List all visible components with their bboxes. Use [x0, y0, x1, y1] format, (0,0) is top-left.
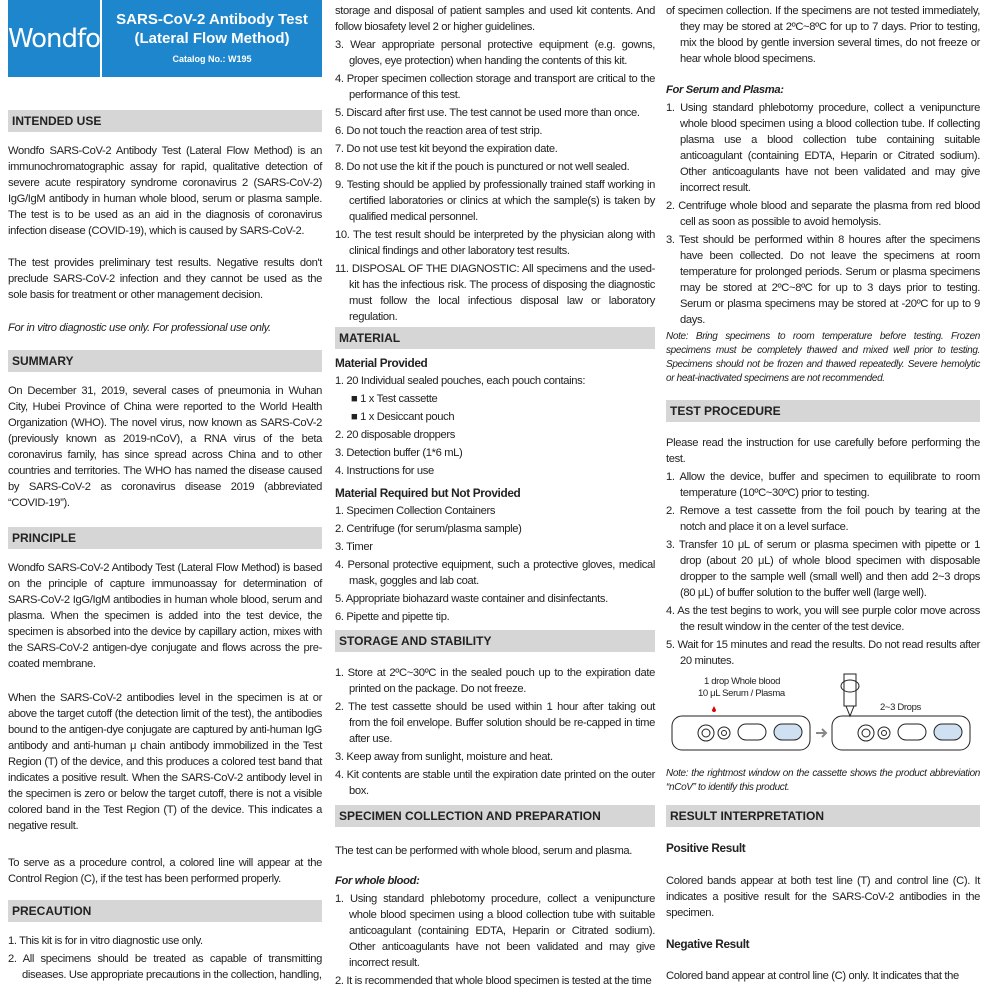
- subheading: Material Required but Not Provided: [335, 486, 521, 500]
- list-item: 1. 20 Individual sealed pouches, each pouch contains:: [335, 375, 586, 387]
- list-item: 1. Specimen Collection Containers: [335, 505, 496, 517]
- list-item: 3. Timer: [335, 541, 373, 553]
- paragraph: The test can be performed with whole blood, serum and plasma.: [335, 845, 633, 857]
- list-item: 5. Wait for 15 minutes and read the results. Do not read results after 20 minutes.: [666, 639, 980, 667]
- list-item: 5. Discard after first use. The test cannot be used more than once.: [335, 107, 640, 119]
- paragraph: Wondfo SARS-CoV-2 Antibody Test (Lateral Flow Method) is based on the principle of capture immunoassay for determination of SARS-CoV-2 IgG/IgM antibodies in human whole blood, serum and plasma. When the specimen is added into the test device, the specimen is absorbed into the device by capillary action, mixes with the SARS-CoV-2 antigen-dye conjugate and flows across the pre-coated membrane.: [8, 562, 322, 670]
- bullet-item: ■ 1 x Desiccant pouch: [351, 411, 455, 423]
- paragraph: On December 31, 2019, several cases of pneumonia in Wuhan City, Hubei Province of China were reported to the World Health Organization (WHO). The novel virus, now known as SARS-CoV-2 (previously known as 2019-nCoV), a RNA virus of the beta coronavirus family, has since spread across China and to other countries and territories. The WHO has named the disease caused by SARS-CoV-2 as coronavirus disease 2019 (abbreviated “COVID-19”).: [8, 385, 322, 509]
- paragraph: Colored band appear at control line (C) only. It indicates that the: [666, 970, 959, 982]
- section-header: TEST PROCEDURE: [666, 400, 980, 422]
- section-header: SPECIMEN COLLECTION AND PREPARATION: [335, 805, 655, 827]
- list-item: 8. Do not use the kit if the pouch is punctured or not well sealed.: [335, 161, 630, 173]
- paragraph: The test provides preliminary test results. Negative results don't preclude SARS-CoV-2 infection and they cannot be used as the sole basis for treatment or other management decision.: [8, 257, 322, 301]
- paragraph: Please read the instruction for use carefully before performing the test.: [666, 437, 980, 465]
- section-header: PRECAUTION: [8, 900, 322, 922]
- note: Note: the rightmost window on the cassette shows the product abbreviation “nCoV” to identify this product.: [666, 768, 980, 793]
- cassette-1-icon: [672, 716, 810, 750]
- list-item: 2. Centrifuge (for serum/plasma sample): [335, 523, 522, 535]
- section-header: INTENDED USE: [8, 110, 322, 132]
- blood-drop-icon: [712, 706, 716, 712]
- list-item: 3. Wear appropriate personal protective equipment (e.g. gowns, gloves, eye protection) when handing the contents of this kit.: [335, 39, 655, 67]
- list-item: 3. Keep away from sunlight, moisture and heat.: [335, 751, 553, 763]
- subheading: For whole blood:: [335, 875, 420, 887]
- list-item: 2. 20 disposable droppers: [335, 429, 455, 441]
- section-header: MATERIAL: [335, 327, 655, 349]
- paragraph: storage and disposal of patient samples and used kit contents. And follow biosafety level 2 or higher guidelines.: [335, 5, 655, 33]
- subheading: Material Provided: [335, 356, 428, 370]
- list-item: 2. It is recommended that whole blood specimen is tested at the time: [335, 975, 652, 987]
- list-item: 2. Centrifuge whole blood and separate the plasma from red blood cell as soon as possible to avoid hemolysis.: [666, 200, 980, 228]
- section-header: PRINCIPLE: [8, 527, 322, 549]
- list-item: 2. Remove a test cassette from the foil pouch by tearing at the notch and place it on a level surface.: [666, 505, 980, 533]
- list-item: 3. Transfer 10 μL of serum or plasma specimen with pipette or 1 drop (about 20 μL) of whole blood specimen with disposable dropper to the sample well (small well) and then add 2~3 drops (80 μL) of buffer solution to the buffer well (large well).: [666, 539, 980, 599]
- section-header: RESULT INTERPRETATION: [666, 805, 980, 827]
- diagram-label-drops: 2~3 Drops: [880, 702, 921, 713]
- subheading: Positive Result: [666, 841, 746, 855]
- list-item: 1. Using standard phlebotomy procedure, collect a venipuncture whole blood specimen using a blood collection tube. If collecting plasma use a blood collection tube containing suitable anticoagulant (containing EDTA, Heparin or Citrated sodium). Other anticoagulants have not been validated and may give incorrect result.: [666, 102, 980, 194]
- doc-title: SARS-CoV-2 Antibody Test: [116, 11, 308, 28]
- catalog-number: Catalog No.: W195: [172, 54, 252, 64]
- diagram-label-whole-blood: 1 drop Whole blood: [704, 676, 781, 687]
- test-procedure-diagram: [666, 672, 980, 760]
- wondfo-logo: Wondfo: [8, 0, 100, 77]
- list-item: 1. This kit is for in vitro diagnostic use only.: [8, 935, 203, 947]
- paragraph: When the SARS-CoV-2 antibodies level in the specimen is at or above the target cutoff (the detection limit of the test), the antibodies bound to the antigen-dye conjugate are captured by anti-human IgG antibody and anti-human μ chain antibody immobilized in the Test Region (T) of the device, and this produces a colored test band that indicates a positive result. When the SARS-CoV-2 antibody level in the specimen is zero or below the target cutoff, there is not a visible colored band in the Test Region (T) of the device. This indicates a negative result.: [8, 692, 322, 832]
- procedure-illustration: [666, 672, 980, 765]
- list-item: of specimen collection. If the specimens are not tested immediately, they may be stored at 2ºC~8ºC for up to 7 days. Prior to testing, mix the blood by gentle inversion several times, do not freeze or hear whole blood specimens.: [666, 5, 980, 65]
- list-item: 1. Store at 2ºC~30ºC in the sealed pouch up to the expiration date printed on the package. Do not freeze.: [335, 667, 655, 695]
- section-header: SUMMARY: [8, 350, 322, 372]
- section-header: STORAGE AND STABILITY: [335, 630, 655, 652]
- cassette-2-icon: [832, 716, 970, 750]
- paragraph: Wondfo SARS-CoV-2 Antibody Test (Lateral Flow Method) is an immunochromatographic assay for rapid, qualitative detection of severe acute respiratory syndrome coronavirus 2 (SARS-CoV-2) IgG/IgM antibody in human whole blood, serum or plasma sample. The test is to be used as an aid in the diagnosis of coronavirus infection disease (COVID-19), which is caused by SARS-CoV-2.: [8, 145, 322, 237]
- list-item: 9. Testing should be applied by professionally trained staff working in certified laboratories or clinics at which the sample(s) is taken by qualified medical personnel.: [335, 179, 655, 223]
- dropper-icon: [841, 674, 859, 716]
- subheading: For Serum and Plasma:: [666, 84, 784, 96]
- column-3: [666, 0, 980, 1000]
- paragraph: Colored bands appear at both test line (T) and control line (C). It indicates a positive result for the SARS-CoV-2 antibodies in the specimen.: [666, 875, 980, 919]
- column-2: [335, 0, 655, 1000]
- list-item: 2. The test cassette should be used within 1 hour after taking out from the foil envelope. Buffer solution should be re-capped in time after use.: [335, 701, 655, 745]
- list-item: 4. As the test begins to work, you will see purple color move across the result window in the center of the test device.: [666, 605, 980, 633]
- subheading: Negative Result: [666, 937, 750, 951]
- arrow-right-icon: [816, 729, 826, 737]
- list-item: 10. The test result should be interpreted by the physician along with clinical findings and other laboratory test results.: [335, 229, 655, 257]
- list-item: 1. Using standard phlebotomy procedure, collect a venipuncture whole blood specimen using a blood collection tube with suitable anticoagulant (containing EDTA, Heparin or Citrated sodium). Other anticoagulants have not been validated and may give incorrect result.: [335, 893, 655, 969]
- list-item: 1. Allow the device, buffer and specimen to equilibrate to room temperature (10ºC~30ºC) prior to testing.: [666, 471, 980, 499]
- diagram-label-serum: 10 μL Serum / Plasma: [698, 688, 785, 699]
- list-item: 2. All specimens should be treated as capable of transmitting diseases. Use appropriate precautions in the collection, handling,: [8, 953, 322, 981]
- list-item: 3. Test should be performed within 8 houres after the specimens have been collected. Do not leave the specimens at room temperature for prolonged periods. Serum or plasma specimens may be stored at 2ºC~8ºC for up to 3 days prior to testing. Serum or plasma specimens may be stored at -20ºC for up to 9 days.: [666, 234, 980, 326]
- column-1: [8, 0, 322, 1000]
- list-item: 4. Proper specimen collection storage and transport are critical to the performance of this test.: [335, 73, 655, 101]
- list-item: 6. Pipette and pipette tip.: [335, 611, 450, 623]
- paragraph: To serve as a procedure control, a colored line will appear at the Control Region (C), if the test has been performed properly.: [8, 857, 322, 885]
- list-item: 6. Do not touch the reaction area of test strip.: [335, 125, 543, 137]
- list-item: 4. Personal protective equipment, such a protective gloves, medical mask, goggles and lab coat.: [335, 559, 655, 587]
- doc-subtitle: (Lateral Flow Method): [134, 30, 290, 47]
- note: Note: Bring specimens to room temperature before testing. Frozen specimens must be completely thawed and mixed well prior to testing. Specimens should not be frozen and thawed repeatedly. Severe hemolytic or heat-inactivated specimens are not recommended.: [666, 331, 980, 384]
- list-item: 3. Detection buffer (1*6 mL): [335, 447, 463, 459]
- list-item: 4. Instructions for use: [335, 465, 434, 477]
- list-item: 5. Appropriate biohazard waste container and disinfectants.: [335, 593, 608, 605]
- list-item: 7. Do not use test kit beyond the expiration date.: [335, 143, 558, 155]
- list-item: 4. Kit contents are stable until the expiration date printed on the outer box.: [335, 769, 655, 797]
- list-item: 11. DISPOSAL OF THE DIAGNOSTIC: All specimens and the used-kit has the infectious risk. The process of disposing the diagnostic must follow the local infectious disposal law or laboratory regulation.: [335, 263, 655, 323]
- bullet-item: ■ 1 x Test cassette: [351, 393, 438, 405]
- italic-paragraph: For in vitro diagnostic use only. For professional use only.: [8, 322, 271, 334]
